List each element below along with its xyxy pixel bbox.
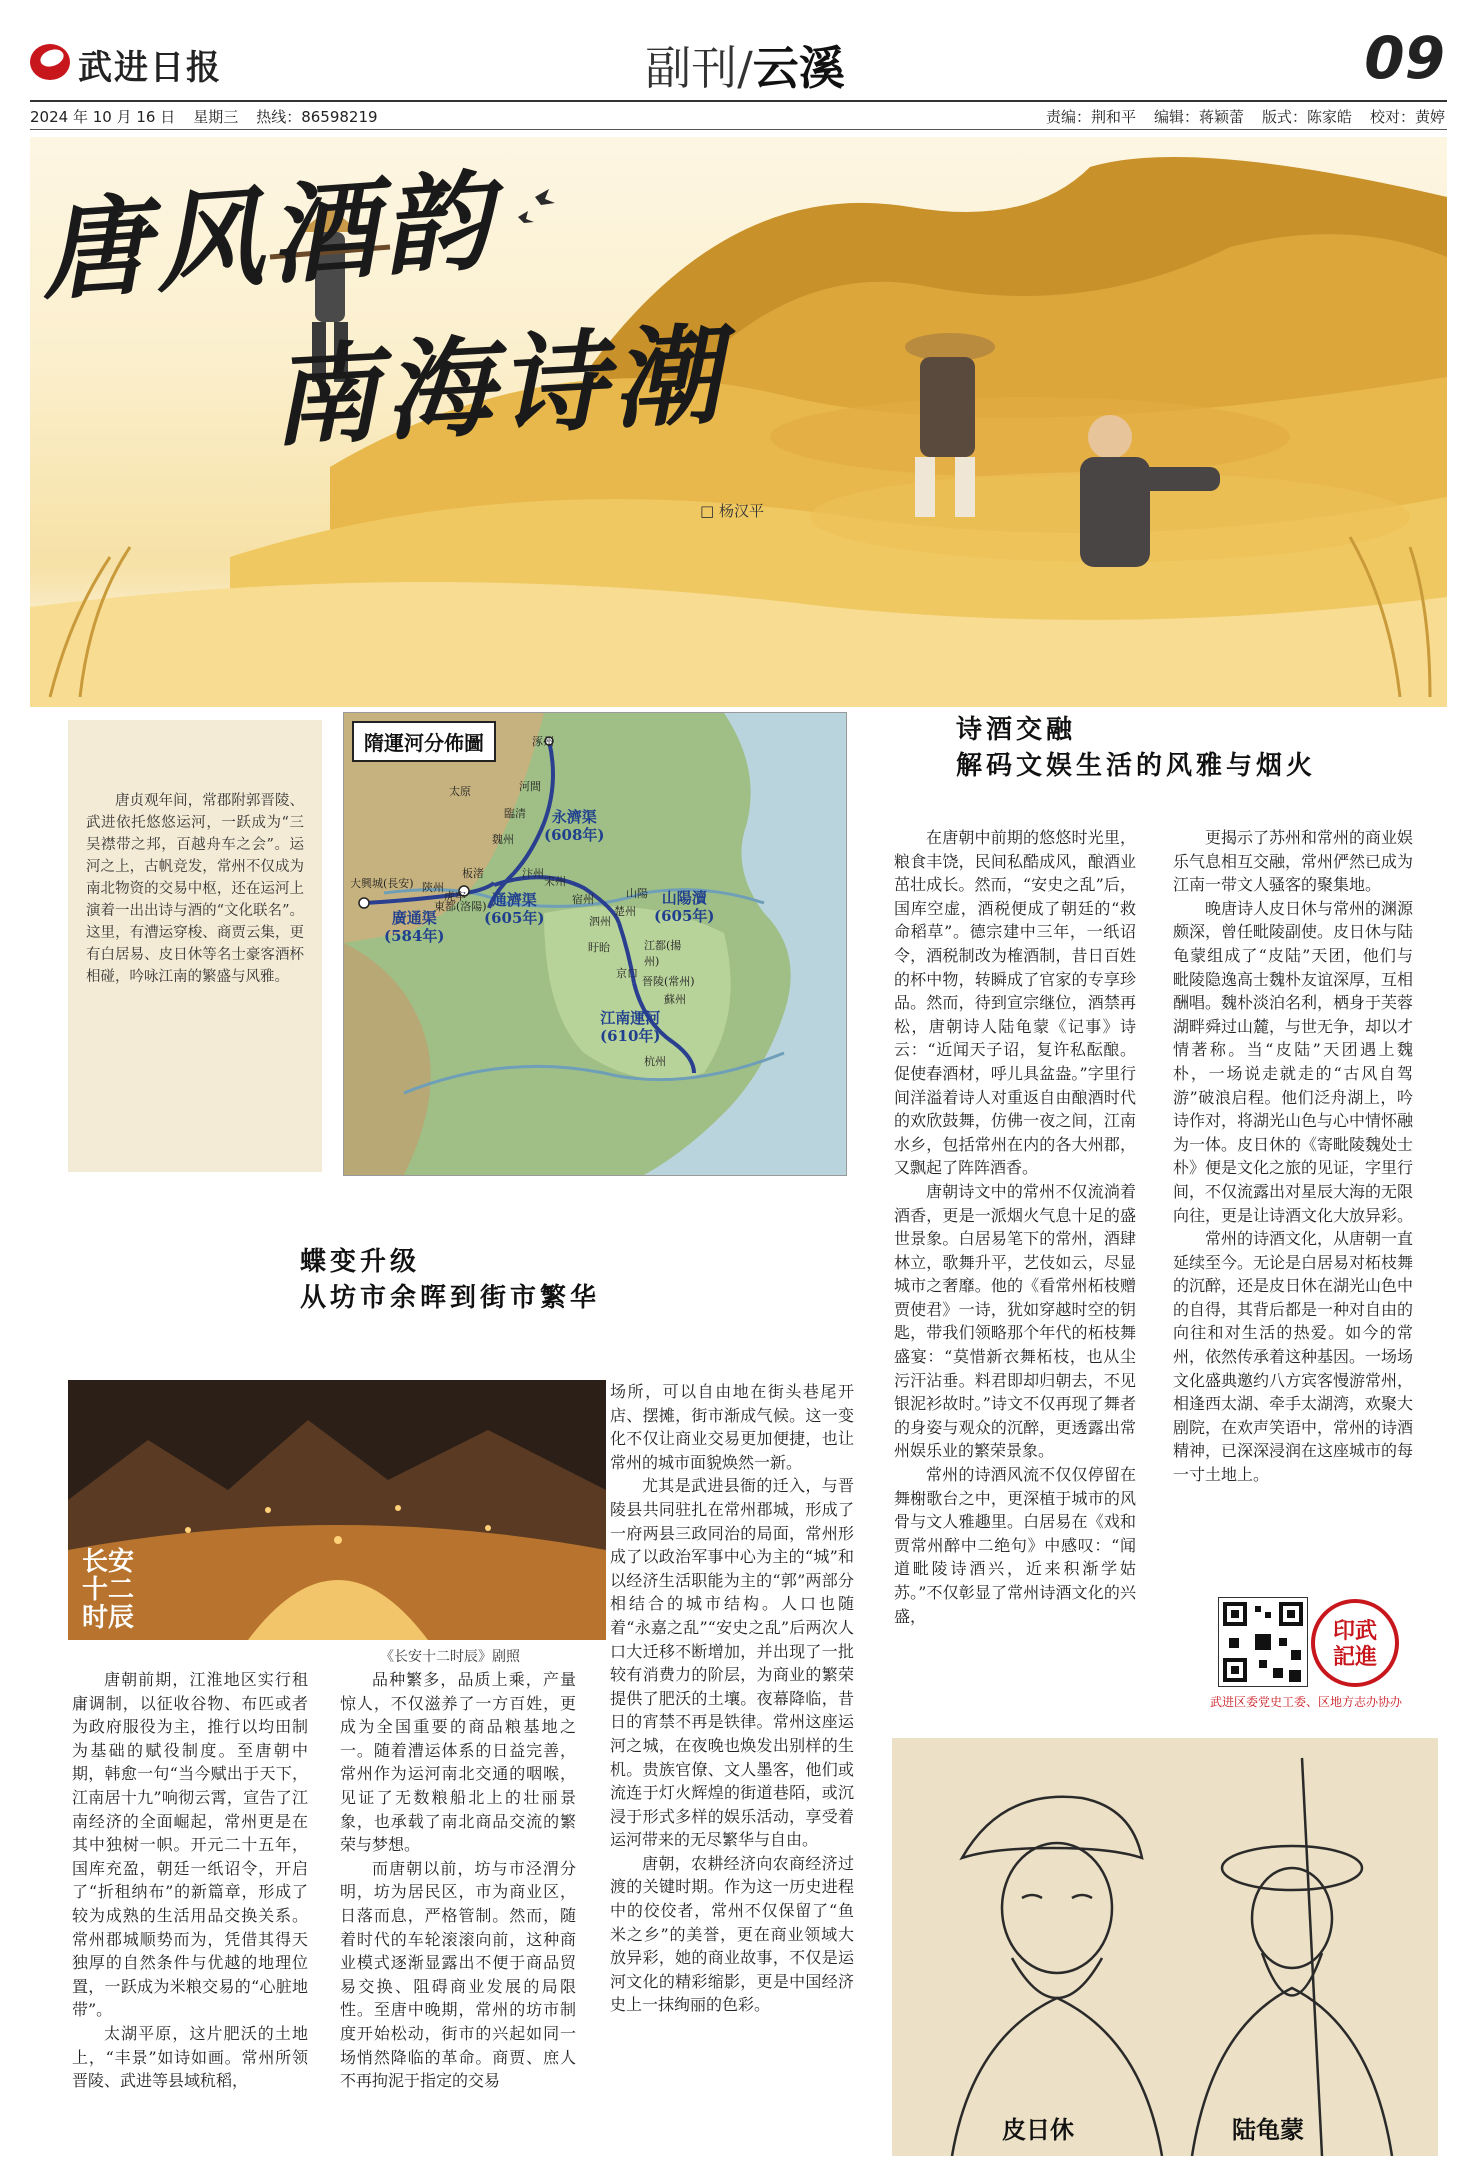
author-byline: □ 杨汉平: [700, 502, 764, 520]
map-place-changan: 大興城(長安): [350, 877, 414, 890]
map-title: 隋運河分佈圖: [352, 721, 496, 762]
editor: 编辑：蒋颖蕾: [1153, 108, 1244, 126]
section-plain: 副刊/: [645, 41, 753, 95]
map-place-linqing: 臨清: [504, 807, 526, 820]
canal-yongji-name: 永濟渠: [551, 808, 597, 826]
svg-text:記進: 記進: [1332, 1644, 1378, 1670]
drama-logo: 长安十二时辰: [82, 1547, 135, 1633]
svg-text:印武: 印武: [1332, 1618, 1378, 1644]
canal-shanyang: [654, 889, 715, 925]
section2-col3-para-2: 尤其是武进县衙的迁入，与晋陵县共同驻扎在常州郡城，形成了一府两县三政同治的局面，常州形成了以政治军事中心为主的“城”和以经济生活职能为主的“郭”两部分相结合的城市结构。人口也随着“永嘉之乱”“安史之乱”后两次人口大迁移不断增加，并出现了一批较有消费力的阶层，为商业的繁荣提供了肥沃的土壤。夜幕降临，昔日的宵禁不再是铁律。常州这座运河之城，在夜晚也焕发出别样的生机。贵族官僚、文人墨客，他们或流连于灯火辉煌的街道巷陌，或沉浸于形式多样的娱乐活动，享受着运河带来的无尽繁华与自由。: [610, 1476, 854, 1850]
intro-text: 唐贞观年间，常郡附郭晋陵、武进依托悠悠运河，一跃成为“三吴襟带之邦，百越舟车之会”。运河之上，古帆竞发，常州不仅成为南北物资的交易中枢，还在运河上演着一出出诗与酒的“文化联名”。这里，有漕运穿梭、商贾云集，更有白居易、皮日休等名士豪客酒杯相碰，吟咏江南的繁盛与风雅。: [86, 793, 304, 985]
qr-code[interactable]: [1218, 1597, 1308, 1687]
proofreader: 校对：黄婷: [1369, 108, 1445, 126]
sponsor-note: 武进区委党史工委、区地方志办协办: [1210, 1695, 1403, 1709]
map-place-hejian: 河間: [519, 780, 541, 793]
section-title: [600, 32, 890, 98]
section2-col2-para-1: 品种繁多，品质上乘，产量惊人，不仅滋养了一方百姓，更成为全国重要的商品粮基地之一。随着漕运体系的日益完善，常州作为运河南北交通的咽喉，见证了无数粮船北上的壮丽景象，也承载了南北商品交流的繁荣与梦想。: [340, 1670, 576, 1855]
map-place-changzhou: 晉陵(常州): [642, 975, 695, 988]
map-place-sizhou: 泗州: [589, 915, 611, 928]
map-place-xuyi: 盱眙: [588, 941, 610, 954]
hotline: 热线：86598219: [256, 108, 378, 126]
map-place-taiyuan: 太原: [449, 785, 471, 798]
city-night-scene: [68, 1380, 606, 1640]
map-place-songzhou: 宋州: [544, 875, 566, 888]
issue-weekday: 星期三: [193, 108, 239, 126]
section2-heading: [300, 1244, 600, 1316]
section1-heading: [956, 712, 1316, 784]
canal-yongji-year: (608年): [544, 826, 605, 844]
layout-editor: 版式：陈家皓: [1261, 108, 1352, 126]
qr-code-icon: [1219, 1598, 1307, 1686]
map-place-shanyang: 山陽: [626, 887, 648, 900]
portrait-label-luguimeng: 陆龟蒙: [1232, 2115, 1304, 2144]
portrait-drawing: [892, 1738, 1438, 2156]
section2-title-2: 从坊市余晖到街市繁华: [300, 1283, 601, 1313]
section2-column-3: [610, 1380, 854, 2017]
canal-tongji-year: (605年): [484, 909, 545, 927]
drama-still-photo: [68, 1380, 606, 1640]
issue-date: 2024 年 10 月 16 日: [30, 108, 176, 126]
section2-title-1: 蝶变升级: [300, 1247, 421, 1277]
canal-yongji: [544, 808, 605, 844]
poets-portrait: [892, 1738, 1438, 2156]
section1-title-2: 解码文娱生活的风雅与烟火: [956, 751, 1317, 781]
section1-col1-para-1: 在唐朝中前期的悠悠时光里，粮食丰饶，民间私酷成风，酿酒业茁壮成长。然而，“安史之乱”后，国库空虚，酒税便成了朝廷的“救命稻草”。德宗建中三年，一纸诏令，酒税制改为榷酒制，昔日百姓的杯中物，转瞬成了官家的专享珍品。然而，待到宣宗继位，酒禁再松，唐朝诗人陆龟蒙《记事》诗云：“近闻天子诏，复许私酝酿。促使春酒材，呼儿具盆盎。”字里行间洋溢着诗人对重返自由酿酒时代的欢欣鼓舞，仿佛一夜之间，江南水乡，包括常州在内的各大州郡，又飘起了阵阵酒香。: [894, 828, 1136, 1178]
canal-guangtong-year: (584年): [384, 927, 445, 945]
map-place-weizhou: 魏州: [492, 833, 514, 846]
section2-column-2: [340, 1668, 576, 2093]
canal-guangtong-name: 廣通渠: [391, 909, 437, 927]
section1-col1-para-2: 唐朝诗文中的常州不仅流淌着酒香，更是一派烟火气息十足的盛世景象。白居易笔下的常州，酒肆林立，歌舞升平，艺伎如云，尽显城市之奢靡。他的《看常州柘枝赠贾使君》一诗，犹如穿越时空的钥匙，带我们领略那个年代的柘枝舞盛宴：“莫惜新衣舞柘枝，也从尘污汗沾垂。料君即却归朝去，不见银泥衫故时。”诗文不仅再现了舞者的身姿与观众的沉醉，更透露出常州娱乐业的繁荣景象。: [894, 1181, 1136, 1461]
headline-line-1: 唐风酒韵: [36, 158, 501, 316]
editor-credits: [1028, 106, 1445, 127]
section2-column-1: [72, 1668, 308, 2093]
paper-name: 武进日报: [78, 48, 222, 88]
section2-col1-para-2: 太湖平原，这片肥沃的土地上，“丰景”如诗如画。常州所领晋陵、武进等县域秔稻，: [72, 2023, 308, 2091]
map-place-jingkou: 京口: [616, 967, 638, 980]
map-place-zhuozhou: 涿州: [532, 735, 554, 748]
map-place-jiangdu: 江都(揚州): [644, 939, 682, 968]
map-place-suzhou: 蘇州: [664, 993, 686, 1006]
canal-tongji-name: 通濟渠: [491, 891, 537, 909]
dateline: [30, 106, 396, 127]
canal-map: [343, 712, 847, 1176]
dateline-rule: [30, 129, 1447, 130]
map-place-chuzhou: 楚州: [614, 905, 636, 918]
intro-box: [68, 720, 322, 1172]
canal-tongji: [484, 891, 545, 927]
section2-col3-para-3: 唐朝，农耕经济向农商经济过渡的关键时期。作为这一历史进程中的佼佼者，常州不仅保留了“鱼米之乡”的美誉，更在商业领域大放异彩，她的商业故事，不仅是运河文化的精彩缩影，更是中国经济史上一抹绚丽的色彩。: [610, 1853, 854, 2015]
page-number: 09: [1364, 24, 1445, 92]
map-place-banzhu: 板渚: [462, 867, 484, 880]
section2-col1-para-1: 唐朝前期，江淮地区实行租庸调制，以征收谷物、布匹或者为政府服役为主，推行以均田制为基础的赋役制度。至唐朝中期，韩愈一句“当今赋出于天下，江南居十九”响彻云霄，宣告了江南经济的全面崛起，常州更是在其中独树一帜。开元二十五年，国库充盈，朝廷一纸诏令，开启了“折租纳布”的新篇章，形成了较为成熟的生活用品交换关系。常州郡城顺势而为，凭借其得天独厚的自然条件与优越的地理位置，一跃成为米粮交易的“心脏地带”。: [72, 1670, 308, 2020]
masthead-rule: [30, 100, 1447, 102]
section2-col2-para-2: 而唐朝以前，坊与市泾渭分明，坊为居民区，市为商业区，日落而息，严格管制。然而，随着时代的车轮滚滚向前，这种商业模式逐渐显露出不便于商品贸易交换、阻碍商业发展的局限性。至唐中晚期，常州的坊市制度开始松动，街市的兴起如同一场悄然降临的革命。商贾、庶人不再拘泥于指定的交易: [340, 1858, 576, 2091]
map-place-shanzhou: 陝州: [422, 881, 444, 894]
map-place-bianzhou: 汴州: [522, 867, 544, 880]
paper-logo: [30, 38, 240, 86]
section2-col3-para-1: 场所，可以自由地在街头巷尾开店、摆摊，街市渐成气候。这一变化不仅让商业交易更加便捷，也让常州的城市面貌焕然一新。: [610, 1382, 854, 1472]
section1-column-1: [894, 826, 1136, 1628]
section1-col2-para-1: 更揭示了苏州和常州的商业娱乐气息相互交融，常州俨然已成为江南一带文人骚客的聚集地。: [1173, 828, 1414, 895]
section1-column-2: [1173, 826, 1413, 1487]
canal-shanyang-year: (605年): [654, 907, 715, 925]
canal-guangtong: [384, 909, 445, 945]
editor-in-charge: 责编：荆和平: [1045, 108, 1136, 126]
section-bold: 云溪: [752, 41, 845, 95]
headline-line-2: 南海诗潮: [267, 312, 730, 462]
canal-jiangnan-name: 江南運河: [600, 1009, 661, 1027]
map-place-suzhou-north: 宿州: [572, 893, 594, 906]
canal-jiangnan-year: (610年): [600, 1027, 661, 1045]
map-place-hangzhou: 杭州: [644, 1055, 666, 1068]
map-place-hulao: 虎牢: [444, 890, 466, 903]
photo-caption: 《长安十二时辰》剧照: [380, 1649, 520, 1665]
section1-col1-para-3: 常州的诗酒风流不仅仅停留在舞榭歌台之中，更深植于城市的风骨与文人雅趣里。白居易在《戏和贾常州醉中二绝句》中感叹：“闻道毗陵诗酒兴，近来积渐学姑苏。”不仅彰显了常州诗酒文化的兴盛，: [894, 1465, 1136, 1626]
canal-shanyang-name: 山陽瀆: [661, 889, 707, 907]
section1-col2-para-2: 晚唐诗人皮日休与常州的渊源颇深，曾任毗陵副使。皮日休与陆龟蒙组成了“皮陆”天团，他们与毗陵隐逸高士魏朴友谊深厚，互相酬唱。魏朴淡泊名利，栖身于芙蓉湖畔舜过山麓，与世无争，却以才情著称。当“皮陆”天团遇上魏朴，一场说走就走的“古风自驾游”破浪启程。他们泛舟湖上，吟诗作对，将湖光山色与心中情怀融为一体。皮日休的《寄毗陵魏处士朴》便是文化之旅的见证，字里行间，不仅流露出对星辰大海的无限向往，更是让诗酒文化大放异彩。: [1173, 898, 1414, 1225]
map-place-luoyang: 東都(洛陽): [434, 900, 487, 913]
section1-title-1: 诗酒交融: [956, 715, 1077, 745]
section1-col2-para-3: 常州的诗酒文化，从唐朝一直延续至今。无论是白居易对柘枝舞的沉醉，还是皮日休在湖光山色中的自得，其背后都是一种对自由的向往和对生活的热爱。如今的常州，依然传承着这种基因。一场场文化盛典邀约八方宾客慢游常州，相逢西太湖、牵手太湖湾，欢聚大剧院，在欢声笑语中，常州的诗酒精神，已深深浸润在这座城市的每一寸土地上。: [1173, 1229, 1414, 1485]
logo-mark-icon: [30, 44, 70, 80]
seal-icon: [1310, 1598, 1400, 1688]
seal-stamp: [1310, 1598, 1400, 1688]
portrait-label-pirixiu: 皮日休: [1002, 2115, 1074, 2144]
canal-jiangnan: [600, 1009, 661, 1045]
